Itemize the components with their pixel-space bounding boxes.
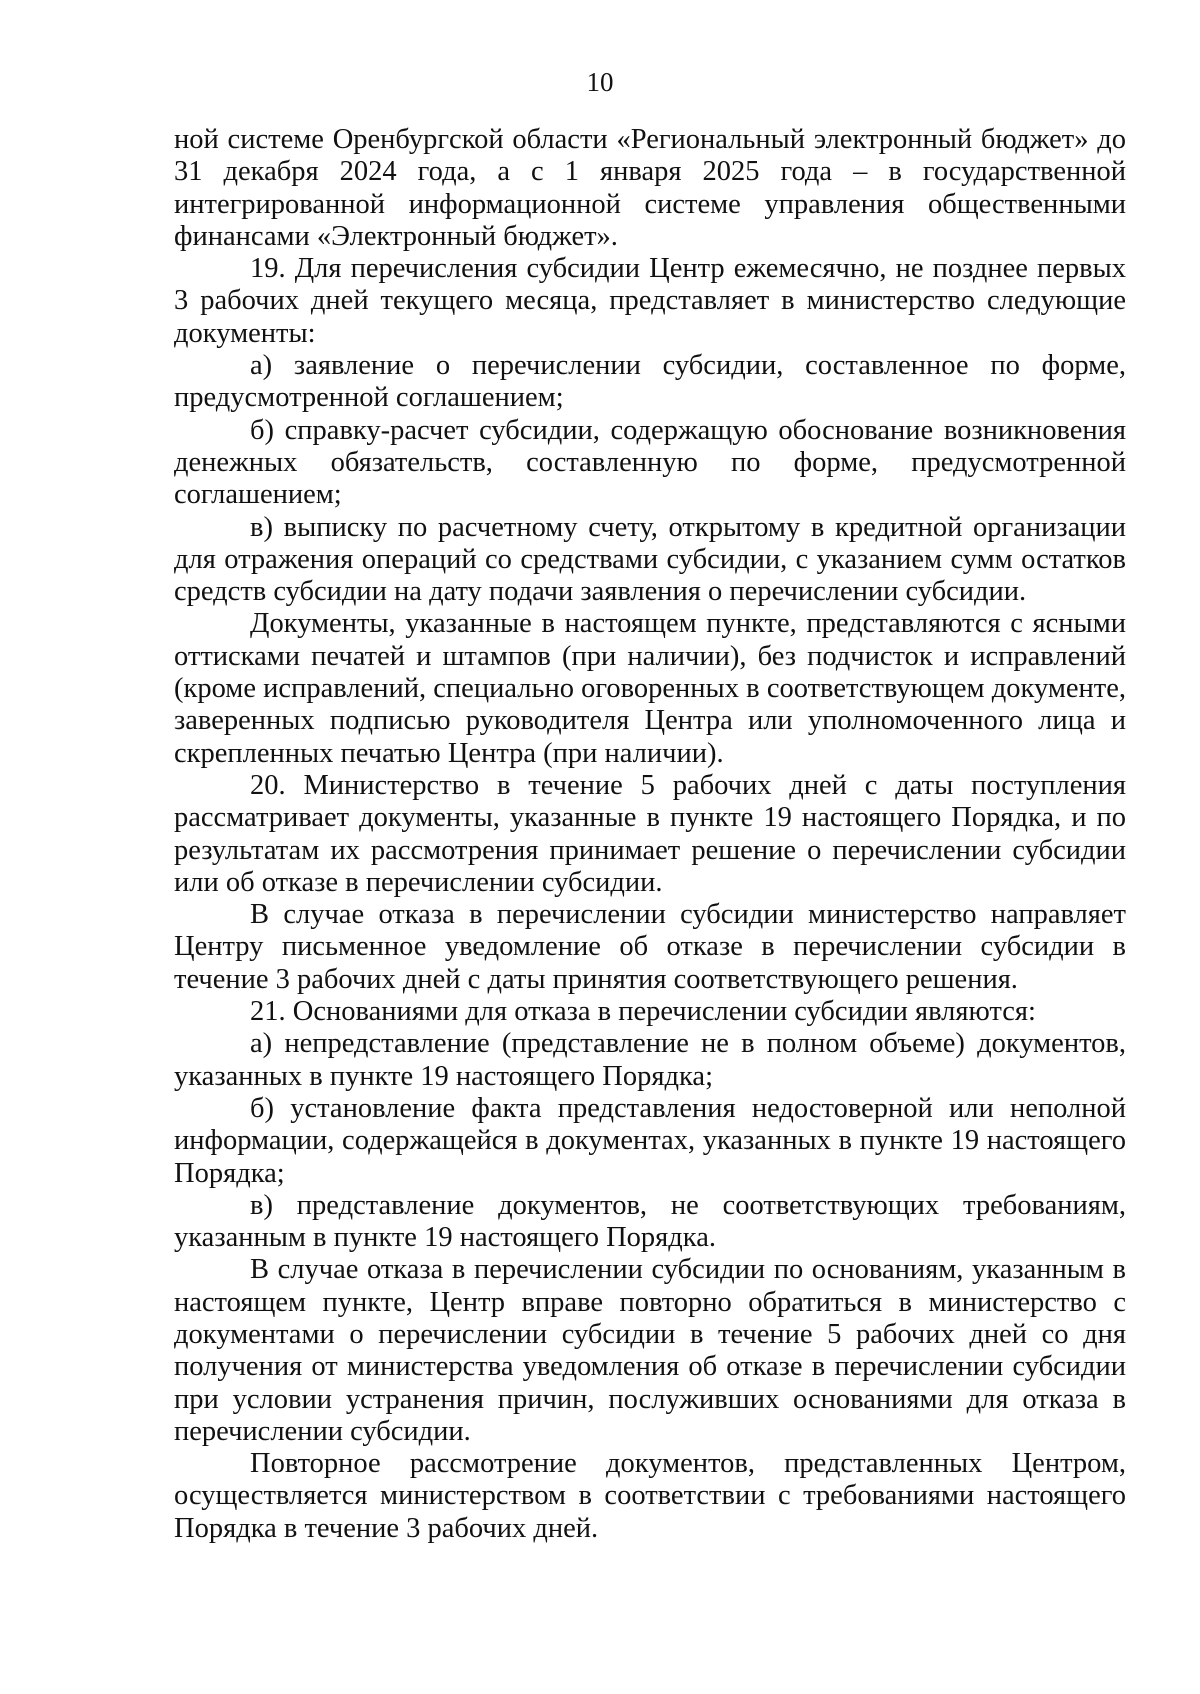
paragraph-repeat-review: Повторное рассмотрение документов, представленных Центром, осуществляется министерством в соответствии с требованиями настоящего Порядка в течение 3 рабочих дней. (174, 1448, 1126, 1544)
paragraph-21-c: в) представление документов, не соответствующих требованиям, указанным в пункте 19 настоящего Порядка. (174, 1189, 1126, 1254)
paragraph-refusal-notice: В случае отказа в перечислении субсидии министерство направляет Центру письменное уведомление об отказе в перечислении субсидии в течение 3 рабочих дней с даты принятия соответствующего решения. (174, 899, 1126, 995)
paragraph-19-c: в) выписку по расчетному счету, открытому в кредитной организации для отражения операций со средствами субсидии, с указанием сумм остатков средств субсидии на дату подачи заявления о перечислении субсидии. (174, 511, 1126, 608)
document-body (174, 124, 1126, 1545)
paragraph-item-19: 19. Для перечисления субсидии Центр ежемесячно, не позднее первых 3 рабочих дней текущего месяца, представляет в министерство следующие документы: (174, 253, 1126, 349)
paragraph-item-20: 20. Министерство в течение 5 рабочих дней с даты поступления рассматривает документы, указанные в пункте 19 настоящего Порядка, и по результатам их рассмотрения принимает решение о перечислении субсидии или об отказе в перечислении субсидии. (174, 769, 1126, 898)
paragraph-documents-requirements: Документы, указанные в настоящем пункте, представляются с ясными оттисками печатей и штампов (при наличии), без подчисток и исправлений (кроме исправлений, специально оговоренных в соответствующем документе, заверенных подписью руководителя Центра или уполномоченного лица и скрепленных печатью Центра (при наличии). (174, 608, 1126, 769)
paragraph-item-21: 21. Основаниями для отказа в перечислении субсидии являются: (250, 996, 1036, 1028)
paragraph-21-a: а) непредставление (представление не в полном объеме) документов, указанных в пункте 19 настоящего Порядка; (174, 1028, 1126, 1092)
page-number: 10 (586, 67, 614, 97)
paragraph-21-b: б) установление факта представления недостоверной или неполной информации, содержащейся в документах, указанных в пункте 19 настоящего Порядка; (174, 1092, 1126, 1189)
paragraph-19-b: б) справку-расчет субсидии, содержащую обоснование возникновения денежных обязательств, составленную по форме, предусмотренной соглашением; (174, 414, 1126, 511)
paragraph-continuation: ной системе Оренбургской области «Региональный электронный бюджет» до 31 декабря 2024 года, а с 1 января 2025 года – в государственной интегрированной информационной системе управления общественными финансами «Электронный бюджет». (174, 124, 1126, 252)
paragraph-19-a: а) заявление о перечислении субсидии, составленное по форме, предусмотренной соглашением; (174, 350, 1126, 414)
paragraph-repeat-application: В случае отказа в перечислении субсидии по основаниям, указанным в настоящем пункте, Центр вправе повторно обратиться в министерство с документами о перечислении субсидии в течение 5 рабочих дней со дня получения от министерства уведомления об отказе в перечислении субсидии при условии устранения причин, послуживших основаниями для отказа в перечислении субсидии. (174, 1254, 1126, 1447)
